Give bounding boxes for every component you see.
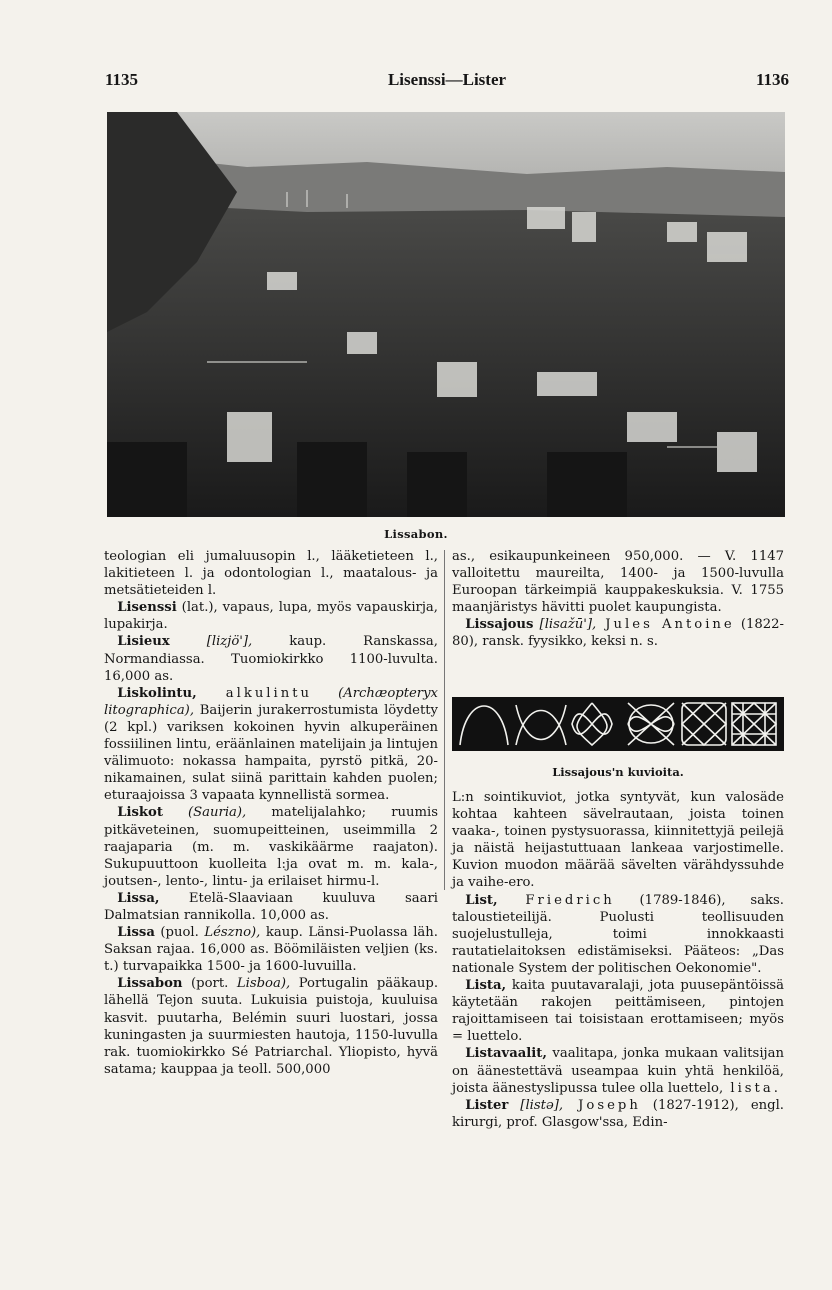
page-number-left: 1135	[105, 70, 139, 89]
spaced-term: alkulintu	[196, 685, 313, 701]
entry-text: (1789-1846), saks. taloustieteilijä. Puolusti teollisuuden suojelustulleja, toimi innokkaasti rautatielaitoksen edistämiseksi. Pääteos: „Das nationale System der politischen Oekonomie".	[452, 892, 784, 976]
latin-name: (Archæopteryx litographica),	[104, 685, 438, 718]
entry-text: (1827-1912), engl. kirurgi, prof. Glasgow'ssa, Edin-	[452, 1097, 784, 1130]
entry-text: kaup. Ranskassa, Normandiassa. Tuomiokirkko 1100-luvulta. 16,000 as.	[104, 634, 438, 684]
entry-liskot	[104, 804, 438, 889]
headword: Lissabon	[117, 976, 183, 992]
native-name: Lisboa),	[228, 976, 291, 992]
spaced-term: Joseph	[563, 1097, 641, 1113]
entry-lissa-island	[104, 890, 438, 924]
headword: Liskot	[117, 805, 163, 821]
entry-lista	[452, 977, 784, 1045]
lissajous-caption: Lissajous'n kuvioita.	[552, 765, 684, 779]
entry-liskolintu	[104, 685, 438, 805]
pronunciation: [listə],	[508, 1097, 564, 1113]
headword: Lisieux	[117, 634, 170, 650]
right-column-top	[452, 548, 784, 651]
spaced-term: Friedrich	[497, 892, 615, 908]
page-header	[105, 70, 789, 96]
entry-text: Etelä-Slaaviaan kuuluva saari Dalmatsian rannikolla. 10,000 as.	[104, 890, 438, 923]
entry-text: as., esikaupunkeineen 950,000. — V. 1147 valloitettu maureilta, 1400- ja 1500-luvulla Euroopan tärkeimpiä kauppakeskuksia. V. 1755 maanjäristys hävitti puolet kaupungista.	[452, 549, 784, 616]
headword: Lista,	[465, 978, 507, 994]
headword: Lissa	[117, 925, 155, 941]
running-title: Lisenssi—Lister	[387, 70, 507, 89]
lisbon-photograph	[107, 112, 785, 517]
headword: Lister	[465, 1097, 509, 1113]
entry-text: (lat.), vapaus, lupa, myös vapauskirja, lupakirja.	[104, 600, 438, 633]
entry-continuation	[104, 548, 438, 599]
entry-text: vaalitapa, jonka mukaan valitsijan on äänestettävä useampaa kuin yhtä henkilöä, joista äänestyslipussa tulee olla luettelo,	[452, 1046, 784, 1096]
headword: Lissa,	[117, 890, 160, 906]
pronunciation: [lizjö'],	[169, 634, 253, 650]
lissajous-figures	[452, 697, 784, 751]
entry-lissabon	[104, 975, 438, 1078]
entry-text: (1822-80), ransk. fyysikko, keksi n. s.	[452, 617, 784, 650]
entry-text: Baijerin jurakerrostumista löydetty (2 kpl.) variksen kokoinen hyvin alkuperäinen fossiilinen lintu, eräänlainen matelijain ja lintujen välimuoto: nokassa hampaita, pyrstö pitkä, 20-nikamainen, sulat siinä parittain kahden puolen; eturaajoissa 3 vapaata kynnellistä sormea.	[104, 702, 438, 804]
entry-continuation	[452, 548, 784, 616]
headword: Lissajous	[465, 617, 534, 633]
left-column	[104, 548, 438, 1078]
entry-text: matelijalahko; ruumis pitkäveteinen, suomupeitteinen, useimmilla 2 raajaparia (m. m. vaskikäärme raajaton). Sukupuuttoon kuolleita l:ja ovat m. m. kala-, joutsen-, lento-, lintu- ja erilaiset hirmu-l.	[104, 805, 438, 889]
lisbon-photo-illustration	[107, 112, 785, 517]
entry-lisenssi	[104, 599, 438, 633]
entry-prefix: (puol.	[154, 925, 199, 941]
entry-lissa-town	[104, 924, 438, 975]
entry-lissajous	[452, 616, 784, 650]
entry-continuation	[452, 789, 784, 892]
entry-text: kaita puutavaralaji, jota puusepäntöissä käytetään rakojen peittämiseen, pintojen rajoittamiseen tai toisistaan erottamiseen; myös = luettelo.	[452, 978, 784, 1045]
headword: Liskolintu,	[117, 685, 197, 701]
entry-listavaalit	[452, 1045, 784, 1096]
right-column-bottom	[452, 789, 784, 1131]
column-divider	[444, 550, 445, 890]
photo-caption: Lissabon.	[384, 527, 448, 541]
entry-text: teologian eli jumaluusopin l., lääketieteen l., lakitieteen l. ja odontologian l., maatalous- ja metsätieteiden l.	[104, 549, 438, 599]
page-number-right: 1136	[755, 70, 789, 89]
entry-lisieux	[104, 633, 438, 684]
spaced-term: lista.	[723, 1080, 781, 1096]
pronunciation: [lisažū'],	[533, 617, 597, 633]
entry-text: kaup. Länsi-Puolassa läh. Saksan rajaa. 16,000 as. Böömiläisten veljien (ks. t.) turvapaikka 1500- ja 1600-luvuilla.	[104, 925, 438, 975]
headword: Listavaalit,	[465, 1046, 547, 1062]
spaced-term: Jules Antoine	[596, 617, 735, 633]
native-name: Lészno),	[198, 925, 261, 941]
entry-list	[452, 892, 784, 977]
entry-prefix: (port.	[182, 976, 229, 992]
entry-lister	[452, 1097, 784, 1131]
latin-name: (Sauria),	[162, 805, 247, 821]
entry-text: L:n sointikuviot, jotka syntyvät, kun valosäde kohtaa kahteen sävelrautaan, joista toinen vaaka-, toinen pystysuorassa, kiinnitettyjä peilejä ja näistä heijastuttuaan lankeaa varjostimelle. Kuvion muodon määrää sävelten värähdyssuhde ja vaihe-ero.	[452, 790, 784, 891]
headword: List,	[465, 892, 498, 908]
headword: Lisenssi	[117, 600, 177, 616]
lissajous-curves-illustration	[452, 697, 784, 751]
entry-text: Portugalin pääkaup. lähellä Tejon suuta. Lukuisia puistoja, kuuluisa kasvit. puutarha, Belémin suuri luostari, jossa kuningasten ja suurmiesten hautoja, 1150-luvulla rak. tuomiokirkko Sé Patriarchal. Yliopisto, hyvä satama; kauppaa ja teoll. 500,000	[104, 976, 439, 1077]
